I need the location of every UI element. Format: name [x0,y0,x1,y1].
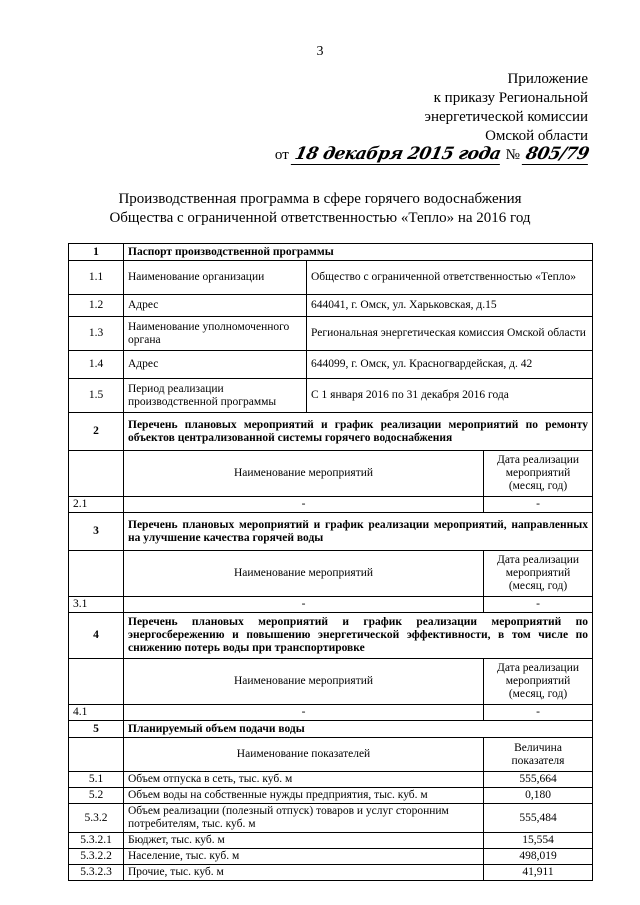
table-row [69,351,593,379]
table-header-row [69,738,593,772]
table-row [69,804,593,833]
row-label: Адрес [124,295,307,317]
column-header-name: Наименование мероприятий [124,659,484,705]
row-name: Бюджет, тыс. куб. м [124,833,484,849]
row-number: 1.5 [69,379,124,413]
section-4-header [69,613,593,659]
section-heading: Перечень плановых мероприятий и график реализации мероприятий, направленных на улучшение качества горячей воды [124,513,593,551]
section-heading: Паспорт производственной программы [124,244,593,261]
section-number: 4 [69,613,124,659]
title-line-1: Производственная программа в сфере горячего водоснабжения [118,191,522,207]
row-value: 0,180 [484,788,593,804]
column-header-date: Дата реализации мероприятий (месяц, год) [484,451,593,497]
row-number: 5.2 [69,788,124,804]
row-name: Объем реализации (полезный отпуск) товаров и услуг сторонним потребителям, тыс. куб. м [124,804,484,833]
column-header-name: Наименование мероприятий [124,551,484,597]
table-row [69,788,593,804]
column-header-value: Величина показателя [484,738,593,772]
table-row [69,849,593,865]
table-row [69,705,593,721]
row-value: 498,019 [484,849,593,865]
row-number: 3.1 [69,597,124,613]
row-label: Наименование организации [124,261,307,295]
table-row [69,597,593,613]
row-number: 1.1 [69,261,124,295]
row-value: 555,484 [484,804,593,833]
row-name: Объем воды на собственные нужды предприятия, тыс. куб. м [124,788,484,804]
table-row [69,772,593,788]
row-value: С 1 января 2016 по 31 декабря 2016 года [307,379,593,413]
table-row [69,833,593,849]
row-number: 1.3 [69,317,124,351]
handwritten-date: 18 декабря 2015 года [290,144,504,165]
row-number: 1.2 [69,295,124,317]
section-number: 3 [69,513,124,551]
section-number: 2 [69,413,124,451]
number-prefix: № [505,147,520,163]
column-header-date: Дата реализации мероприятий (месяц, год) [484,551,593,597]
table-header-row [69,659,593,705]
page-number: 3 [316,44,324,59]
column-header-name: Наименование мероприятий [124,451,484,497]
row-name: - [124,597,484,613]
row-name: Объем отпуска в сеть, тыс. куб. м [124,772,484,788]
appendix-line-3: энергетической комиссии [424,109,588,125]
row-number: 1.4 [69,351,124,379]
row-date: - [484,705,593,721]
row-value: 644099, г. Омск, ул. Красногвардейская, д. 42 [307,351,593,379]
row-value: Региональная энергетическая комиссия Омской области [307,317,593,351]
column-header-name: Наименование показателей [124,738,484,772]
table-row [69,497,593,513]
appendix-block [425,70,588,146]
row-label: Наименование уполномоченного органа [124,317,307,351]
section-5-header [69,721,593,738]
section-heading: Планируемый объем подачи воды [124,721,593,738]
section-2-header [69,413,593,451]
table-header-row [69,451,593,497]
order-date-line [275,144,590,165]
row-value: 644041, г. Омск, ул. Харьковская, д.15 [307,295,593,317]
title-line-2: Общества с ограниченной ответственностью «Тепло» на 2016 год [109,210,531,226]
appendix-line-1: Приложение [507,71,588,87]
section-3-header [69,513,593,551]
row-number: 4.1 [69,705,124,721]
appendix-line-2: к приказу Региональной [433,90,588,106]
section-heading: Перечень плановых мероприятий и график реализации мероприятий по энергосбережению и повышению энергетической эффективности, в том числе по снижению потерь воды при транспортировке [124,613,593,659]
row-label: Адрес [124,351,307,379]
from-prefix: от [274,147,289,163]
handwritten-number: 805/79 [521,144,592,165]
row-name: - [124,497,484,513]
column-header-date: Дата реализации мероприятий (месяц, год) [484,659,593,705]
row-number: 5.1 [69,772,124,788]
table-row [69,295,593,317]
row-number: 5.3.2 [69,804,124,833]
row-value: 15,554 [484,833,593,849]
table-row [69,379,593,413]
empty-cell [69,451,124,497]
program-table [68,243,593,881]
row-date: - [484,497,593,513]
row-name: - [124,705,484,721]
row-date: - [484,597,593,613]
row-value: Общество с ограниченной ответственностью «Тепло» [307,261,593,295]
table-row [69,865,593,881]
row-number: 5.3.2.1 [69,833,124,849]
row-number: 2.1 [69,497,124,513]
table-row [69,317,593,351]
row-name: Прочие, тыс. куб. м [124,865,484,881]
section-1-header [69,244,593,261]
section-number: 5 [69,721,124,738]
empty-cell [69,738,124,772]
table-row [69,261,593,295]
row-value: 555,664 [484,772,593,788]
empty-cell [69,659,124,705]
appendix-line-4: Омской области [485,128,588,144]
empty-cell [69,551,124,597]
row-label: Период реализации производственной программы [124,379,307,413]
row-number: 5.3.2.3 [69,865,124,881]
document-title [0,190,640,228]
row-value: 41,911 [484,865,593,881]
row-name: Население, тыс. куб. м [124,849,484,865]
table-header-row [69,551,593,597]
section-heading: Перечень плановых мероприятий и график реализации мероприятий по ремонту объектов централизованной системы горячего водоснабжения [124,413,593,451]
section-number: 1 [69,244,124,261]
row-number: 5.3.2.2 [69,849,124,865]
